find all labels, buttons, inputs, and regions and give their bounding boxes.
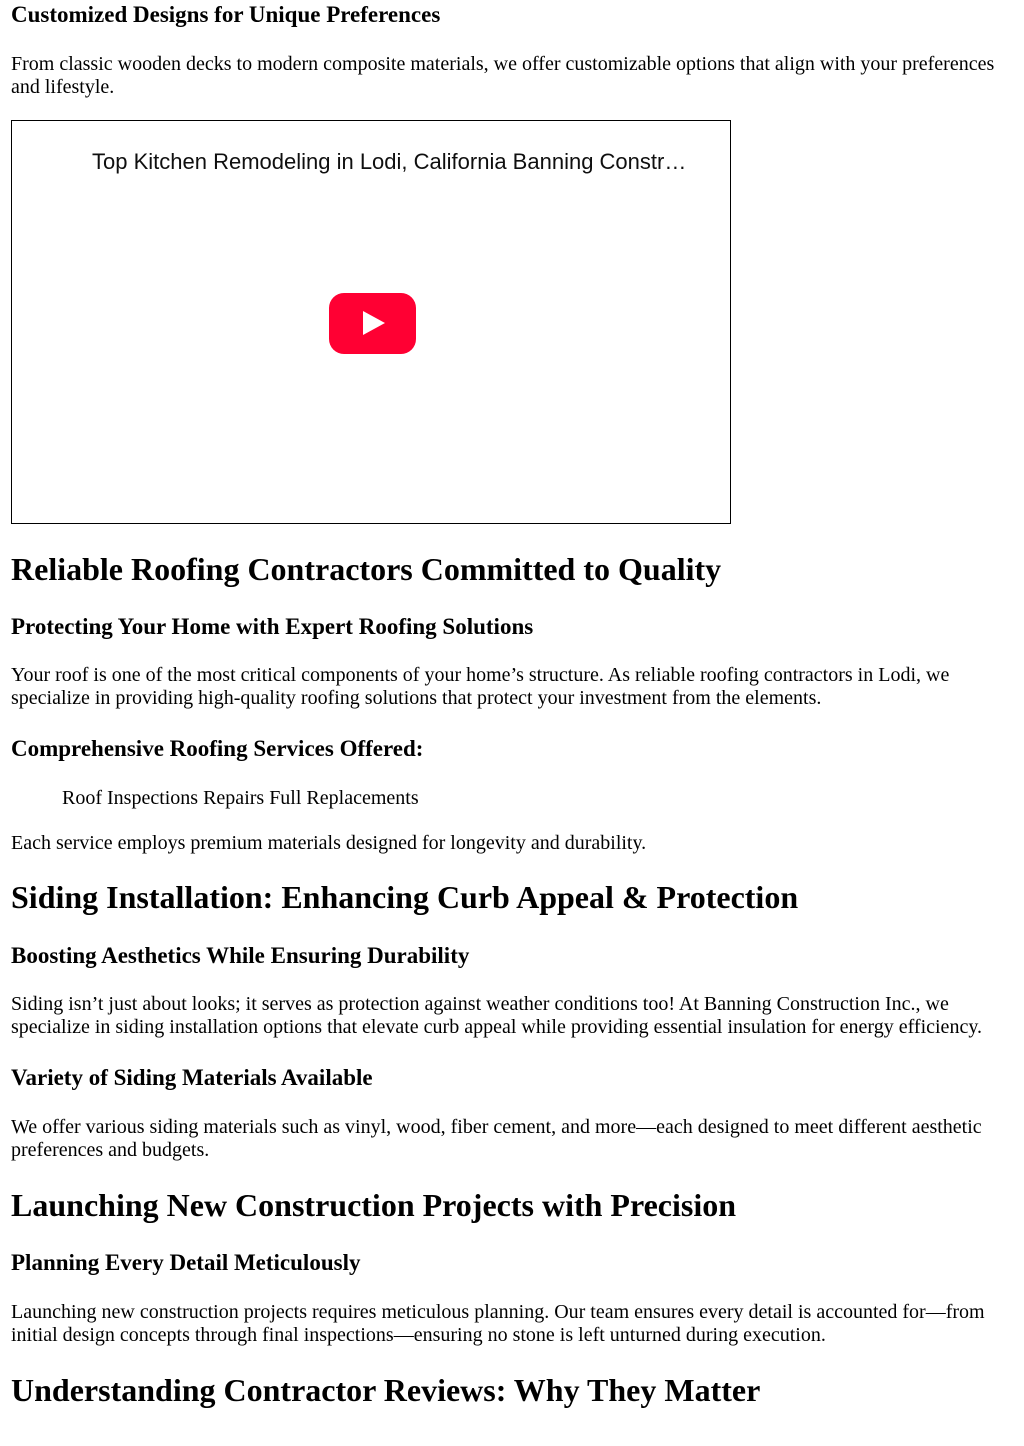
subheading-roofing-protect: Protecting Your Home with Expert Roofing Solutions	[11, 614, 534, 639]
play-triangle-icon	[363, 311, 385, 335]
subheading-roofing-services: Comprehensive Roofing Services Offered:	[11, 736, 424, 761]
video-title[interactable]: Top Kitchen Remodeling in Lodi, California Banning Constr…	[92, 149, 687, 174]
subheading-siding-aesthetics: Boosting Aesthetics While Ensuring Durability	[11, 943, 470, 968]
paragraph-siding-materials: We offer various siding materials such as vinyl, wood, fiber cement, and more—each designed to meet different aesthetic preferences and budgets.	[11, 1116, 982, 1161]
heading-siding: Siding Installation: Enhancing Curb Appeal & Protection	[11, 879, 799, 915]
roofing-services-list: Roof Inspections Repairs Full Replacements	[62, 787, 419, 809]
embedded-video[interactable]	[11, 120, 731, 524]
heading-reviews: Understanding Contractor Reviews: Why They Matter	[11, 1372, 761, 1408]
subheading-siding-materials: Variety of Siding Materials Available	[11, 1065, 373, 1090]
paragraph-custom-designs: From classic wooden decks to modern composite materials, we offer customizable options that align with your preferences and lifestyle.	[11, 53, 995, 98]
subheading-construction-planning: Planning Every Detail Meticulously	[11, 1250, 361, 1275]
section-heading-custom-designs: Customized Designs for Unique Preferences	[11, 2, 441, 27]
heading-roofing: Reliable Roofing Contractors Committed to Quality	[11, 551, 722, 587]
paragraph-roofing: Your roof is one of the most critical components of your home’s structure. As reliable roofing contractors in Lodi, we specialize in providing high-quality roofing solutions that protect your investment from the elements.	[11, 664, 950, 709]
paragraph-roofing-materials: Each service employs premium materials designed for longevity and durability.	[11, 832, 647, 854]
paragraph-construction: Launching new construction projects requires meticulous planning. Our team ensures every detail is accounted for—from initial design concepts through final inspections—ensuring no stone is left unturned during execution.	[11, 1301, 985, 1346]
youtube-play-icon[interactable]	[329, 293, 416, 354]
heading-construction: Launching New Construction Projects with Precision	[11, 1187, 737, 1223]
paragraph-siding: Siding isn’t just about looks; it serves as protection against weather conditions too! At Banning Construction Inc., we specialize in siding installation options that elevate curb appeal while providing essential insulation for energy efficiency.	[11, 993, 983, 1038]
